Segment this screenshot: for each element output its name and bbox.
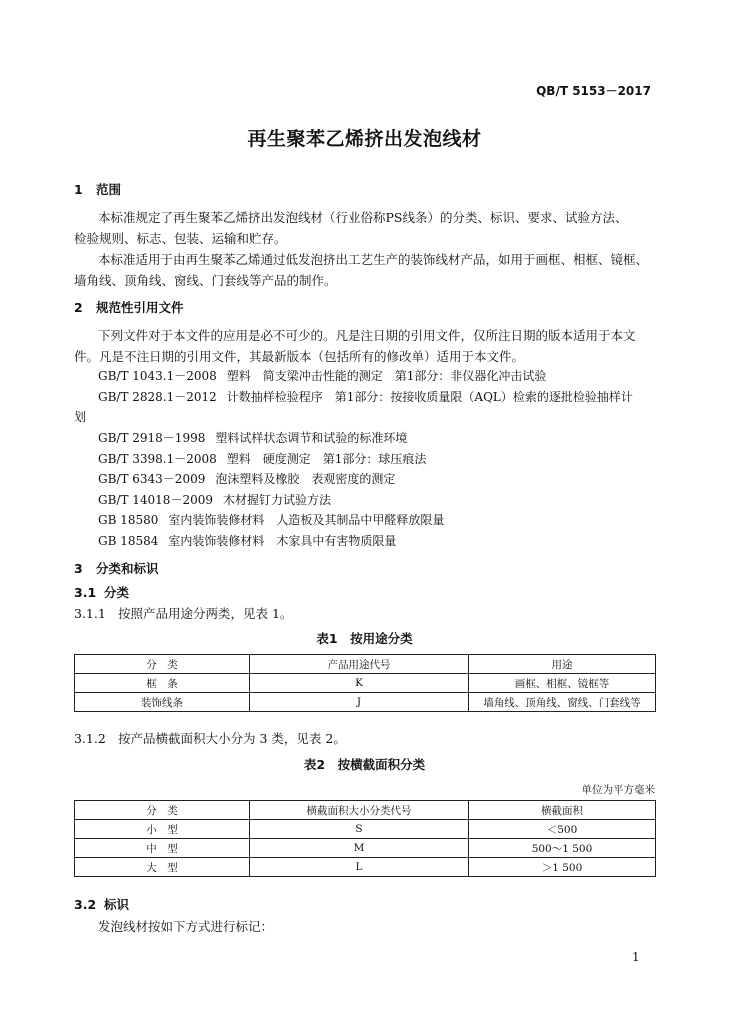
section-3-1-heading: 3.1 分类 — [74, 585, 130, 600]
table-header-cell: 横截面积大小分类代号 — [250, 801, 469, 820]
table-cell: 中 型 — [75, 839, 250, 858]
page-number: 1 — [632, 950, 640, 964]
section-2-heading: 2 规范性引用文件 — [74, 300, 184, 315]
table-row — [75, 839, 656, 858]
table-cell: M — [250, 839, 469, 858]
table-header-cell: 产品用途代号 — [250, 655, 469, 674]
table-cell: 框 条 — [75, 674, 250, 693]
reference-item: GB/T 3398.1－2008 塑料 硬度测定 第1部分：球压痕法 — [98, 452, 427, 466]
table-2 — [74, 800, 656, 877]
reference-item: GB 18580 室内装饰装修材料 人造板及其制品中甲醛释放限量 — [98, 513, 445, 527]
reference-item: GB/T 14018－2009 木材握钉力试验方法 — [98, 493, 331, 507]
table-cell: J — [250, 693, 469, 712]
table-cell: 墙角线、顶角线、窗线、门套线等 — [469, 693, 656, 712]
table-header-cell: 用途 — [469, 655, 656, 674]
reference-item-continuation: 划 — [74, 410, 87, 424]
table-header-row — [75, 655, 656, 674]
table-row — [75, 820, 656, 839]
section-3-2-heading: 3.2 标识 — [74, 897, 130, 912]
standard-code: QB/T 5153－2017 — [536, 84, 651, 98]
table-row — [75, 858, 656, 877]
table-1-caption: 表1 按用途分类 — [316, 631, 413, 646]
section-1-para-2-line-1: 本标准适用于由再生聚苯乙烯通过低发泡挤出工艺生产的装饰线材产品，如用于画框、相框、镜框、 — [98, 252, 649, 267]
section-1-heading: 1 范围 — [74, 182, 122, 197]
section-1-para-1-line-1: 本标准规定了再生聚苯乙烯挤出发泡线材（行业俗称PS线条）的分类、标识、要求、试验方法、 — [98, 210, 628, 225]
table-cell: ＞1 500 — [469, 858, 656, 877]
table-2-unit: 单位为平方毫米 — [581, 784, 655, 796]
table-cell: L — [250, 858, 469, 877]
reference-item: GB 18584 室内装饰装修材料 木家具中有害物质限量 — [98, 534, 397, 548]
clause-3-1-2: 3.1.2 按产品横截面积大小分为 3 类，见表 2。 — [74, 731, 346, 746]
reference-item: GB/T 1043.1－2008 塑料 简支梁冲击性能的测定 第1部分：非仪器化冲击试验 — [98, 369, 547, 383]
table-cell: 小 型 — [75, 820, 250, 839]
reference-item: GB/T 2828.1－2012 计数抽样检验程序 第1部分：按接收质量限（AQL）检索的逐批检验抽样计 — [98, 390, 633, 404]
table-header-row — [75, 801, 656, 820]
table-header-cell: 横截面积 — [469, 801, 656, 820]
table-2-caption: 表2 按横截面积分类 — [303, 757, 426, 772]
section-2-para-line-1: 下列文件对于本文件的应用是必不可少的。凡是注日期的引用文件，仅所注日期的版本适用于本文 — [98, 328, 636, 343]
table-header-cell: 分 类 — [75, 801, 250, 820]
table-cell: 画框、相框、镜框等 — [469, 674, 656, 693]
document-title: 再生聚苯乙烯挤出发泡线材 — [247, 128, 482, 150]
table-header-cell: 分 类 — [75, 655, 250, 674]
table-cell: 500～1 500 — [469, 839, 656, 858]
reference-item: GB/T 6343－2009 泡沫塑料及橡胶 表观密度的测定 — [98, 472, 396, 486]
table-row — [75, 693, 656, 712]
section-2-para-line-2: 件。凡是不注日期的引用文件，其最新版本（包括所有的修改单）适用于本文件。 — [74, 349, 525, 364]
table-cell: 装饰线条 — [75, 693, 250, 712]
table-1 — [74, 654, 656, 712]
section-3-heading: 3 分类和标识 — [74, 561, 159, 576]
table-cell: S — [250, 820, 469, 839]
table-cell: K — [250, 674, 469, 693]
table-row — [75, 674, 656, 693]
table-cell: ＜500 — [469, 820, 656, 839]
reference-item: GB/T 2918－1998 塑料试样状态调节和试验的标准环境 — [98, 431, 408, 445]
clause-3-2-text: 发泡线材按如下方式进行标记： — [98, 919, 274, 934]
section-1-para-2-line-2: 墙角线、顶角线、窗线、门套线等产品的制作。 — [74, 273, 337, 288]
table-cell: 大 型 — [75, 858, 250, 877]
section-1-para-1-line-2: 检验规则、标志、包装、运输和贮存。 — [74, 231, 287, 246]
clause-3-1-1: 3.1.1 按照产品用途分两类，见表 1。 — [74, 606, 293, 621]
